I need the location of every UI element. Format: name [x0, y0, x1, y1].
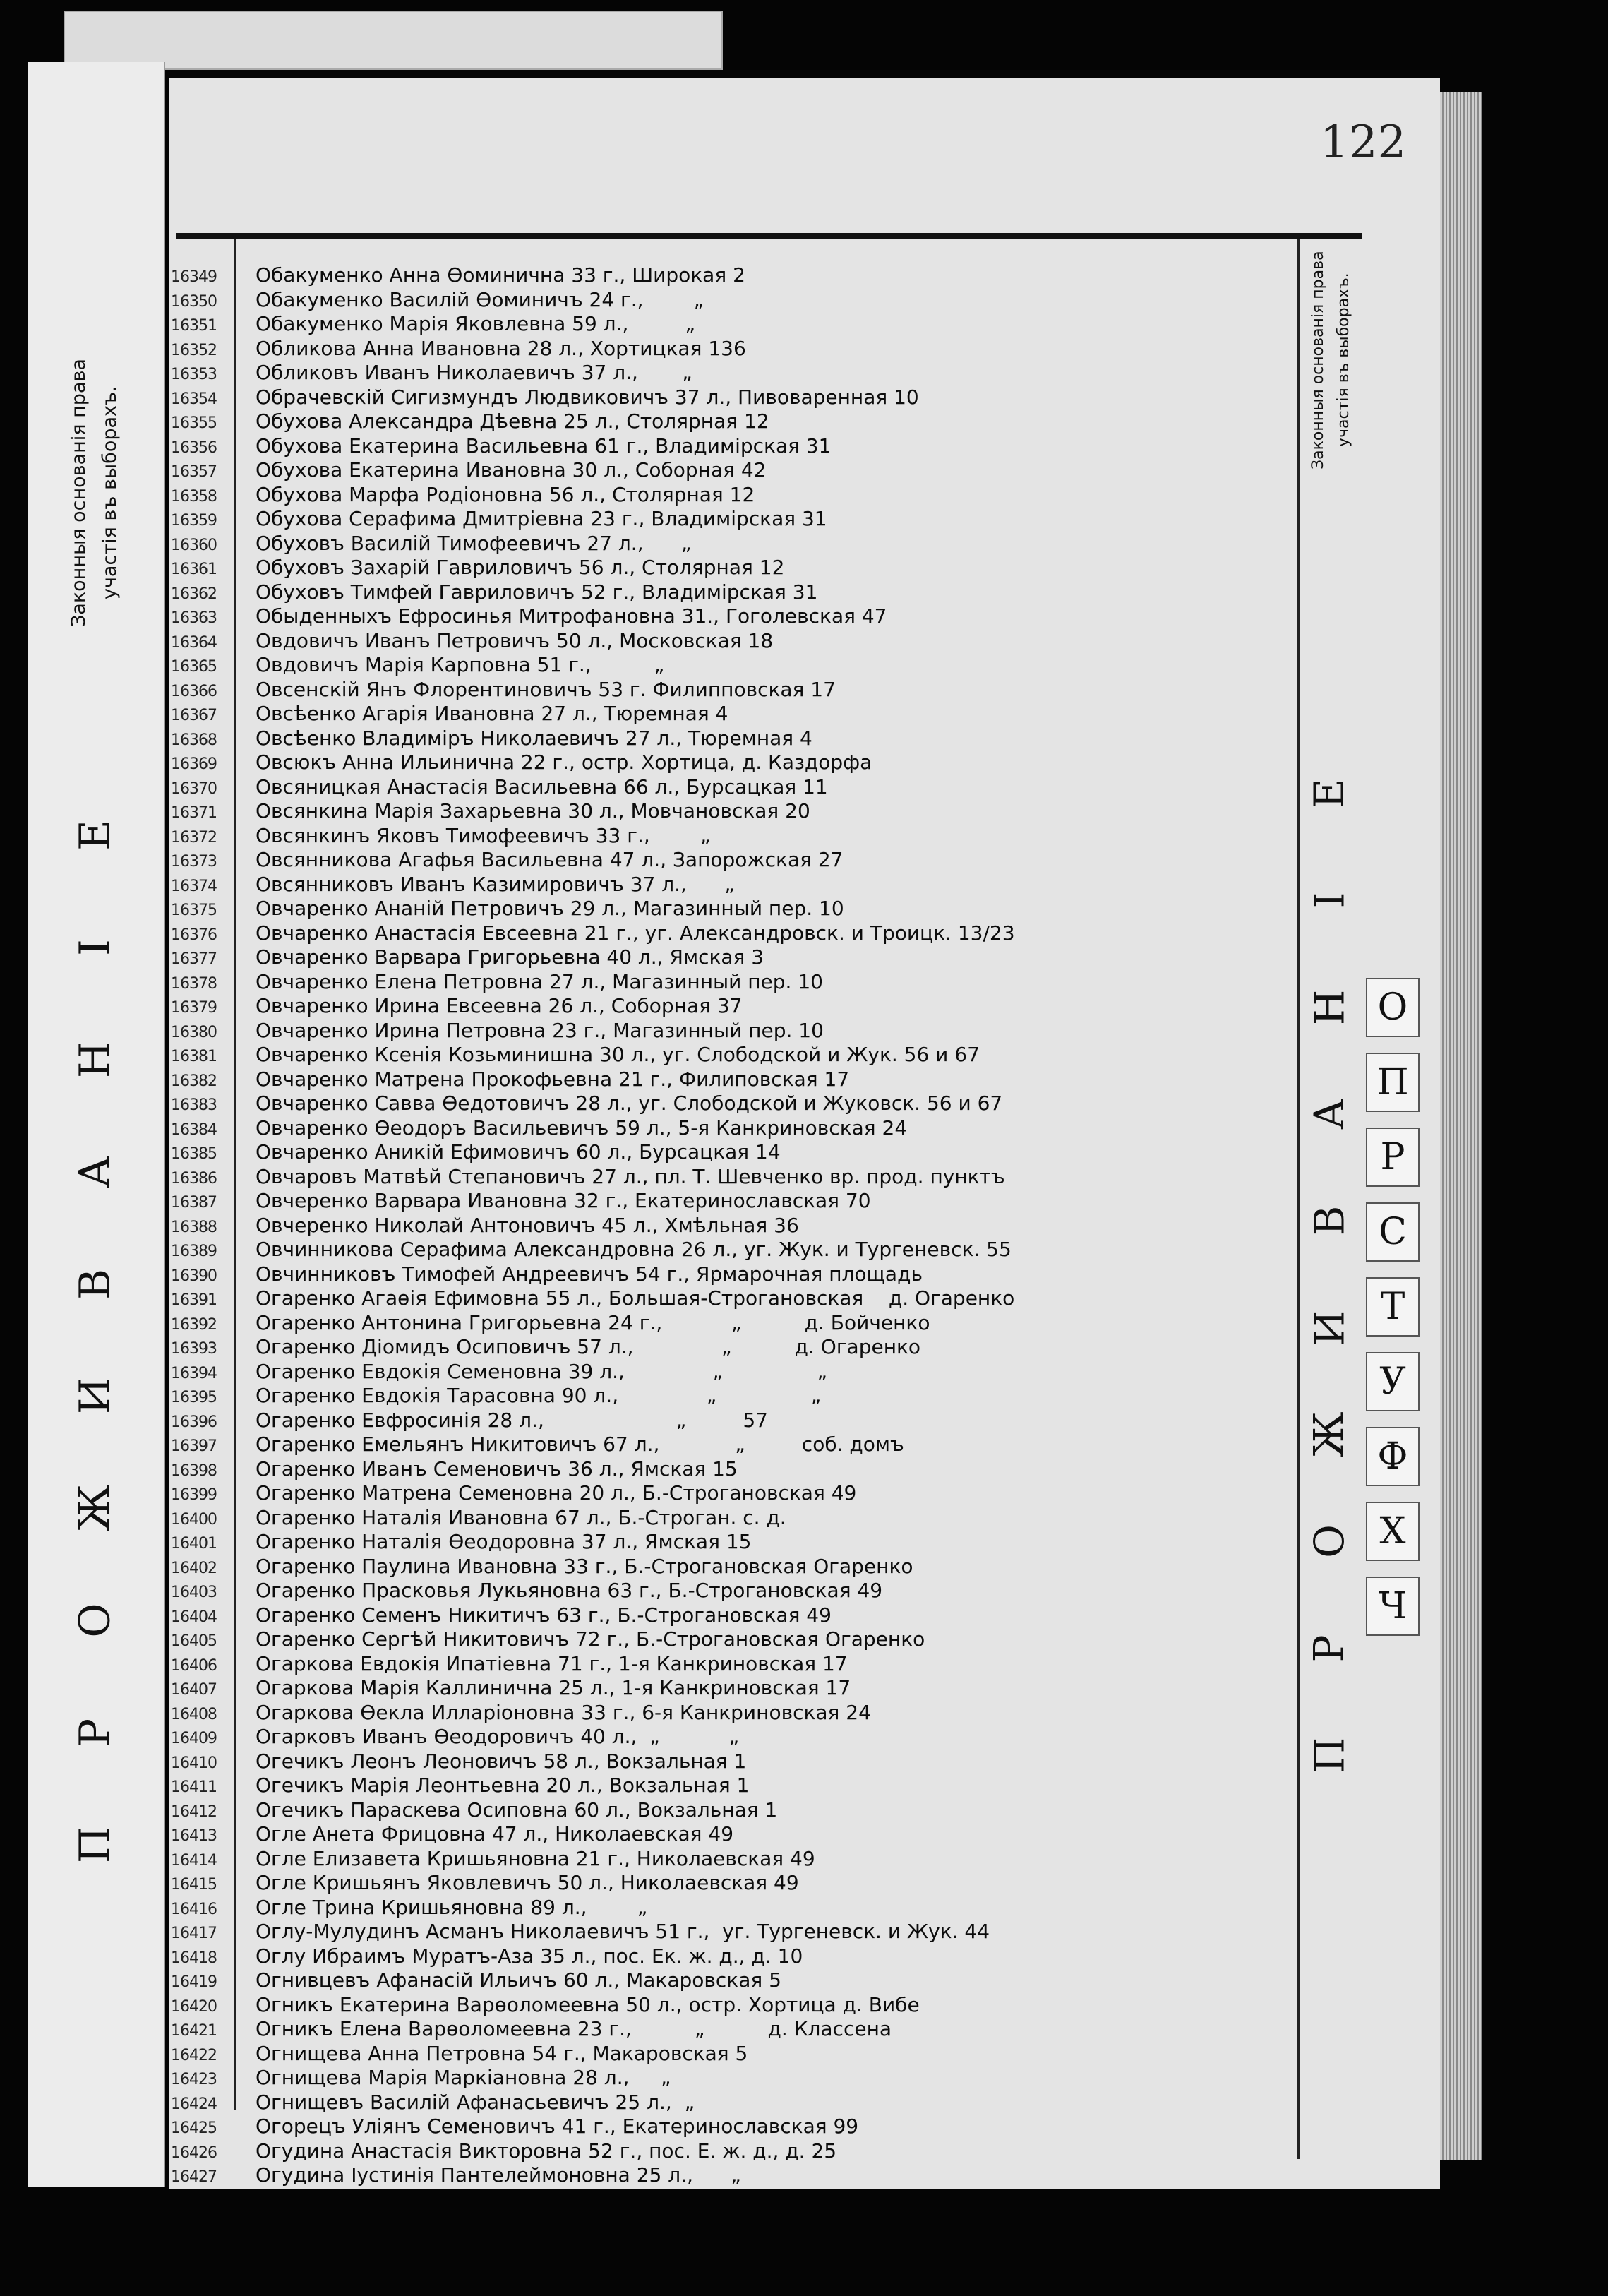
entry-row [171, 1993, 1286, 2018]
entry-row [171, 1262, 1286, 1287]
entry-text: Огаренко Паулина Ивановна 33 г., Б.-Строгановская Огаренко [256, 1554, 913, 1578]
entry-row [171, 507, 1286, 532]
entry-number: 16405 [171, 1632, 217, 1650]
entry-row [171, 994, 1286, 1019]
entry-number: 16392 [171, 1315, 217, 1334]
entry-text: Овсѣенко Владиміръ Николаевичъ 27 л., Тюремная 4 [256, 726, 812, 750]
entry-number: 16356 [171, 438, 217, 457]
entry-row [171, 775, 1286, 800]
entry-text: Огникъ Елена Варѳоломеевна 23 г., „ д. Классена [256, 2017, 892, 2040]
entry-number: 16407 [171, 1681, 217, 1699]
entry-row [171, 385, 1286, 410]
entry-number: 16411 [171, 1778, 217, 1796]
voter-entries [171, 263, 1286, 2188]
entry-text: Огаренко Наталія Ивановна 67 л., Б.-Строган. с. д. [256, 1505, 786, 1529]
folded-page-flap [64, 11, 723, 70]
entry-number: 16351 [171, 317, 217, 335]
entry-text: Обуховъ Василій Тимофеевичъ 27 л., „ [256, 531, 692, 555]
left-title-letter: П [70, 1826, 120, 1864]
entry-row [171, 1116, 1286, 1141]
entry-text: Овчаренко Савва Ѳедотовичъ 28 л., уг. Слободской и Жуковск. 56 и 67 [256, 1092, 1003, 1115]
entry-row [171, 556, 1286, 580]
entry-row [171, 1579, 1286, 1603]
entry-row [171, 702, 1286, 727]
entry-number: 16372 [171, 828, 217, 847]
entry-text: Оглу Ибраимъ Муратъ-Аза 35 л., пос. Ек. ж. д., д. 10 [256, 1944, 803, 1968]
entry-row [171, 580, 1286, 605]
entry-row [171, 921, 1286, 946]
entry-text: Огнищева Анна Петровна 54 г., Макаровская 5 [256, 2041, 748, 2065]
entry-number: 16383 [171, 1096, 217, 1114]
right-title-letter: В [1305, 1206, 1353, 1236]
entry-text: Овчаренко Анастасія Евсеевна 21 г., уг. Александровск. и Троицк. 13/23 [256, 921, 1015, 945]
right-title-letter: О [1305, 1524, 1353, 1559]
entry-number: 16359 [171, 512, 217, 530]
entry-text: Огечикъ Леонъ Леоновичъ 58 л., Вокзальная 1 [256, 1749, 747, 1773]
entry-number: 16398 [171, 1461, 217, 1480]
entry-number: 16393 [171, 1340, 217, 1358]
entry-number: 16390 [171, 1267, 217, 1285]
entry-number: 16354 [171, 390, 217, 408]
right-title-letter: И [1305, 1310, 1353, 1346]
entry-text: Обухова Екатерина Васильевна 61 г., Владимірская 31 [256, 434, 832, 458]
entry-number: 16373 [171, 853, 217, 871]
entry-text: Огнищевъ Василій Афанасьевичъ 25 л., „ [256, 2090, 695, 2114]
entry-number: 16353 [171, 366, 217, 383]
entry-row [171, 1798, 1286, 1823]
entry-text: Огаренко Наталія Ѳеодоровна 37 л., Ямская 15 [256, 1530, 752, 1553]
entry-number: 16403 [171, 1584, 217, 1601]
entry-text: Огаркова Ѳекла Илларіоновна 33 г., 6-я Канкриновская 24 [256, 1700, 871, 1724]
entry-text: Обакуменко Василій Ѳоминичъ 24 г., „ [256, 287, 704, 311]
entry-row [171, 970, 1286, 995]
entry-number: 16371 [171, 804, 217, 822]
entry-number: 16416 [171, 1900, 217, 1918]
entry-row [171, 727, 1286, 751]
entry-number: 16385 [171, 1145, 217, 1163]
entry-number: 16377 [171, 950, 217, 968]
entry-row [171, 1311, 1286, 1336]
entry-row [171, 1360, 1286, 1385]
entry-row [171, 1652, 1286, 1677]
entry-row [171, 1774, 1286, 1798]
left-title-letter: Р [71, 1718, 120, 1747]
entry-text: Овчеренко Варвара Ивановна 32 г., Екатеринославская 70 [256, 1189, 871, 1212]
entry-row [171, 1676, 1286, 1701]
entry-row [171, 2115, 1286, 2139]
right-title-letter: Н [1305, 989, 1353, 1025]
entry-text: Огаренко Прасковья Лукьяновна 63 г., Б.-Строгановская 49 [256, 1579, 883, 1602]
entry-text: Овсюкъ Анна Ильинична 22 г., остр. Хортица, д. Каздорфа [256, 751, 872, 774]
entry-row [171, 1019, 1286, 1044]
entry-text: Огудина Анастасія Викторовна 52 г., пос. Е. ж. д., д. 25 [256, 2139, 837, 2163]
entry-text: Огаренко Евфросинія 28 л., „ 57 [256, 1408, 768, 1432]
left-title-letter: Н [70, 1041, 120, 1078]
entry-row [171, 629, 1286, 654]
entry-row [171, 945, 1286, 970]
entry-row [171, 1725, 1286, 1750]
index-tab[interactable]: О [1366, 978, 1420, 1037]
entry-text: Огаркова Марія Каллинична 25 л., 1-я Канкриновская 17 [256, 1676, 851, 1699]
right-title-letter: Ж [1304, 1411, 1353, 1458]
entry-row [171, 1627, 1286, 1652]
entry-number: 16374 [171, 877, 217, 895]
entry-number: 16427 [171, 2168, 217, 2186]
entry-row [171, 1506, 1286, 1531]
entry-text: Обуховъ Захарій Гавриловичъ 56 л., Столярная 12 [256, 556, 785, 579]
entry-row [171, 1920, 1286, 1944]
entry-number: 16394 [171, 1364, 217, 1382]
entry-text: Обыденныхъ Ефросинья Митрофановна 31., Гоголевская 47 [256, 604, 887, 628]
entry-number: 16368 [171, 731, 217, 749]
entry-text: Овчаренко Варвара Григорьевна 40 л., Ямская 3 [256, 945, 764, 969]
entry-text: Овчаренко Аникій Ефимовичъ 60 л., Бурсацкая 14 [256, 1140, 781, 1164]
right-title-letter: Р [1305, 1634, 1353, 1663]
entry-text: Овсянкина Марія Захарьевна 30 л., Мовчановская 20 [256, 799, 810, 823]
entry-row [171, 1555, 1286, 1579]
entry-number: 16379 [171, 999, 217, 1017]
entry-number: 16426 [171, 2143, 217, 2162]
page-number: 122 [1320, 116, 1407, 169]
entry-number: 16418 [171, 1949, 217, 1967]
entry-number: 16360 [171, 536, 217, 554]
entry-row [171, 337, 1286, 361]
entry-number: 16370 [171, 779, 217, 798]
entry-row [171, 824, 1286, 849]
entry-number: 16382 [171, 1072, 217, 1090]
entry-row [171, 799, 1286, 824]
entry-number: 16365 [171, 658, 217, 676]
entry-row [171, 1140, 1286, 1165]
entry-text: Огаренко Антонина Григорьевна 24 г., „ д. Бойченко [256, 1310, 930, 1334]
entry-text: Обрачевскій Сигизмундъ Людвиковичъ 37 л., Пивоваренная 10 [256, 385, 919, 409]
left-folded-page [28, 62, 165, 2187]
entry-number: 16362 [171, 585, 217, 603]
entry-row [171, 2139, 1286, 2164]
entry-text: Овдовичъ Иванъ Петровичъ 50 л., Московская 18 [256, 628, 774, 652]
entry-number: 16366 [171, 682, 217, 700]
entry-text: Огарковъ Иванъ Ѳеодоровичъ 40 л., „ „ [256, 1725, 740, 1748]
entry-number: 16384 [171, 1120, 217, 1139]
entry-row [171, 1603, 1286, 1628]
entry-text: Огникъ Екатерина Варѳоломеевна 50 л., остр. Хортица д. Вибе [256, 1992, 920, 2016]
entry-row [171, 288, 1286, 313]
entry-text: Оглу-Мулудинъ Асманъ Николаевичъ 51 г., уг. Тургеневск. и Жук. 44 [256, 1920, 990, 1943]
right-title-letter: А [1305, 1099, 1353, 1130]
entry-number: 16412 [171, 1802, 217, 1821]
entry-text: Овчеренко Николай Антоновичъ 45 л., Хмѣльная 36 [256, 1213, 799, 1237]
entry-number: 16406 [171, 1656, 217, 1675]
entry-row [171, 897, 1286, 921]
alphabet-index-tabs [1366, 978, 1444, 1651]
entry-text: Огле Трина Кришьяновна 89 л., „ [256, 1895, 648, 1919]
entry-row [171, 1238, 1286, 1262]
entry-text: Огле Елизавета Кришьяновна 21 г., Николаевская 49 [256, 1846, 815, 1870]
entry-number: 16400 [171, 1510, 217, 1529]
index-tab[interactable]: Х [1366, 1502, 1420, 1561]
entry-text: Огле Анета Фрицовна 47 л., Николаевская 49 [256, 1822, 734, 1846]
entry-number: 16386 [171, 1169, 217, 1188]
entry-number: 16361 [171, 561, 217, 578]
entry-text: Обухова Марфа Родіоновна 56 л., Столярная 12 [256, 482, 755, 506]
entry-row [171, 848, 1286, 873]
top-rule [176, 233, 1362, 239]
entry-number: 16364 [171, 633, 217, 652]
left-title-letter: В [71, 1268, 120, 1300]
entry-row [171, 1068, 1286, 1092]
entry-text: Овчаровъ Матвѣй Степановичъ 27 л., пл. Т. Шевченко вр. прод. пунктъ [256, 1164, 1005, 1188]
entry-text: Овсянникова Агафья Васильевна 47 л., Запорожская 27 [256, 848, 844, 871]
right-title-letter: Е [1305, 778, 1353, 809]
entry-number: 16415 [171, 1876, 217, 1894]
entry-text: Огаренко Иванъ Семеновичъ 36 л., Ямская 15 [256, 1457, 738, 1481]
entry-text: Овчаренко Матрена Прокофьевна 21 г., Филиповская 17 [256, 1067, 850, 1091]
entry-text: Обуховъ Тимфей Гавриловичъ 52 г., Владимірская 31 [256, 580, 818, 604]
entry-number: 16419 [171, 1973, 217, 1991]
entry-text: Овчинникова Серафима Александровна 26 л., уг. Жук. и Тургеневск. 55 [256, 1238, 1012, 1261]
entry-number: 16420 [171, 1997, 217, 2016]
entry-row [171, 1750, 1286, 1774]
entry-row [171, 1214, 1286, 1238]
entry-number: 16401 [171, 1535, 217, 1553]
entry-text: Овчинниковъ Тимофей Андреевичъ 54 г., Ярмарочная площадь [256, 1262, 923, 1286]
entry-row [171, 2163, 1286, 2188]
entry-text: Огнивцевъ Афанасій Ильичъ 60 л., Макаровская 5 [256, 1968, 781, 1992]
right-title-letter: П [1305, 1737, 1353, 1774]
entry-number: 16349 [171, 268, 217, 286]
entry-text: Огнищева Марія Маркіановна 28 л., „ [256, 2066, 671, 2089]
right-column-header: Законныя основанія права участія въ выборахъ. [1309, 251, 1352, 470]
entry-text: Обухова Екатерина Ивановна 30 л., Соборная 42 [256, 458, 767, 482]
entry-row [171, 458, 1286, 483]
entry-number: 16425 [171, 2119, 217, 2137]
entry-text: Огечикъ Параскева Осиповна 60 л., Вокзальная 1 [256, 1798, 778, 1822]
entry-text: Овсянниковъ Иванъ Казимировичъ 37 л., „ [256, 872, 735, 896]
entry-row [171, 263, 1286, 288]
index-tab[interactable]: Т [1366, 1277, 1420, 1337]
entry-row [171, 678, 1286, 702]
entry-row [171, 873, 1286, 897]
entry-row [171, 604, 1286, 629]
entry-row [171, 1871, 1286, 1896]
entry-text: Огудина Іустинія Пантелеймоновна 25 л., „ [256, 2163, 741, 2187]
entry-row [171, 483, 1286, 508]
entry-text: Огаренко Евдокія Тарасовна 90 л., „ „ [256, 1384, 822, 1407]
entry-row [171, 1896, 1286, 1920]
entry-row [171, 751, 1286, 775]
entry-text: Овсянкинъ Яковъ Тимофеевичъ 33 г., „ [256, 823, 711, 847]
entry-number: 16395 [171, 1389, 217, 1406]
entry-row [171, 1457, 1286, 1482]
entry-number: 16378 [171, 974, 217, 993]
entry-text: Обликовъ Иванъ Николаевичъ 37 л., „ [256, 361, 692, 384]
index-tab[interactable]: Ф [1366, 1427, 1420, 1486]
page-edges [1440, 92, 1482, 2160]
entry-row [171, 1968, 1286, 1993]
entry-text: Обакуменко Анна Ѳоминична 33 г., Широкая 2 [256, 263, 745, 287]
left-column-header: Законныя основанія права участія въ выборахъ. [68, 359, 121, 627]
entry-row [171, 1530, 1286, 1555]
entry-row [171, 1433, 1286, 1457]
entry-text: Овчаренко Елена Петровна 27 л., Магазинный пер. 10 [256, 969, 823, 993]
entry-text: Обухова Серафима Дмитріевна 23 г., Владимірская 31 [256, 507, 827, 530]
index-tab[interactable]: С [1366, 1202, 1420, 1262]
entry-text: Огаренко Емельянъ Никитовичъ 67 л., „ соб. домъ [256, 1433, 904, 1456]
entry-row [171, 2017, 1286, 2042]
left-title-letter: І [70, 939, 120, 956]
entry-row [171, 1092, 1286, 1116]
entry-number: 16397 [171, 1437, 217, 1455]
entry-text: Огорецъ Уліянъ Семеновичъ 41 г., Екатеринославская 99 [256, 2115, 859, 2138]
entry-number: 16402 [171, 1559, 217, 1577]
entry-text: Овдовичъ Марія Карповна 51 г., „ [256, 653, 665, 676]
left-title-letter: А [70, 1155, 120, 1188]
entry-number: 16381 [171, 1048, 217, 1065]
entry-row [171, 1286, 1286, 1311]
entry-text: Овсяницкая Анастасія Васильевна 66 л., Бурсацкая 11 [256, 775, 828, 799]
left-title-letter: О [70, 1603, 120, 1638]
entry-number: 16355 [171, 414, 217, 432]
entry-row [171, 361, 1286, 385]
entry-row [171, 2066, 1286, 2091]
entry-row [171, 1822, 1286, 1847]
entry-text: Огаркова Евдокія Ипатіевна 71 г., 1-я Канкриновская 17 [256, 1651, 848, 1675]
entry-text: Огаренко Сергѣй Никитовичъ 72 г., Б.-Строгановская Огаренко [256, 1627, 925, 1651]
left-title-letter: Е [71, 820, 120, 851]
entry-number: 16399 [171, 1486, 217, 1504]
entry-number: 16389 [171, 1243, 217, 1260]
entry-text: Овчаренко Ксенія Козьминишна 30 л., уг. Слободской и Жук. 56 и 67 [256, 1043, 980, 1066]
entry-number: 16380 [171, 1023, 217, 1041]
right-section-title [1297, 770, 1361, 1779]
entry-number: 16424 [171, 2095, 217, 2113]
entry-text: Обухова Александра Дѣевна 25 л., Столярная 12 [256, 409, 769, 433]
entry-number: 16422 [171, 2046, 217, 2064]
right-title-letter: І [1304, 892, 1353, 909]
left-title-letter: И [70, 1377, 120, 1415]
entry-text: Овчаренко Ѳеодоръ Васильевичъ 59 л., 5-я Канкриновская 24 [256, 1116, 908, 1140]
entry-row [171, 1043, 1286, 1068]
entry-row [171, 1384, 1286, 1409]
entry-number: 16404 [171, 1608, 217, 1626]
entry-number: 16423 [171, 2071, 217, 2088]
index-tab[interactable]: У [1366, 1352, 1420, 1411]
entry-text: Огле Кришьянъ Яковлевичъ 50 л., Николаевская 49 [256, 1871, 799, 1894]
entry-number: 16421 [171, 2022, 217, 2040]
entry-row [171, 653, 1286, 678]
entry-text: Овсѣенко Агарія Ивановна 27 л., Тюремная 4 [256, 702, 728, 725]
entry-number: 16408 [171, 1705, 217, 1723]
entry-number: 16414 [171, 1851, 217, 1870]
left-section-title [42, 811, 148, 1870]
entry-number: 16357 [171, 463, 217, 481]
entry-number: 16396 [171, 1413, 217, 1431]
index-tab[interactable]: П [1366, 1053, 1420, 1112]
entry-number: 16375 [171, 902, 217, 919]
entry-text: Огаренко Семенъ Никитичъ 63 г., Б.-Строгановская 49 [256, 1603, 832, 1627]
entry-number: 16410 [171, 1754, 217, 1772]
entry-text: Огаренко Евдокія Семеновна 39 л., „ „ [256, 1359, 828, 1383]
entry-text: Обликова Анна Ивановна 28 л., Хортицкая 136 [256, 336, 746, 360]
left-title-letter: Ж [70, 1484, 120, 1532]
entry-row [171, 1165, 1286, 1190]
entry-text: Овчаренко Ирина Петровна 23 г., Магазинный пер. 10 [256, 1018, 824, 1042]
entry-text: Овсенскій Янъ Флорентиновичъ 53 г. Филипповская 17 [256, 677, 836, 701]
entry-number: 16388 [171, 1218, 217, 1236]
index-tab[interactable]: Ч [1366, 1577, 1420, 1636]
entry-row [171, 434, 1286, 459]
entry-row [171, 532, 1286, 556]
entry-number: 16350 [171, 292, 217, 311]
entry-row [171, 1189, 1286, 1214]
entry-text: Огаренко Діомидъ Осиповичъ 57 л., „ д. Огаренко [256, 1335, 921, 1358]
entry-number: 16352 [171, 341, 217, 359]
entry-row [171, 1481, 1286, 1506]
entry-row [171, 2042, 1286, 2067]
entry-text: Обакуменко Марія Яковлевна 59 л., „ [256, 312, 695, 335]
entry-row [171, 312, 1286, 337]
entry-text: Огечикъ Марія Леонтьевна 20 л., Вокзальная 1 [256, 1774, 750, 1797]
entry-row [171, 2091, 1286, 2115]
entry-text: Огаренко Агаѳія Ефимовна 55 л., Большая-Строгановская д. Огаренко [256, 1286, 1015, 1310]
entry-text: Овчаренко Ананій Петровичъ 29 л., Магазинный пер. 10 [256, 897, 844, 920]
entry-number: 16367 [171, 707, 217, 724]
entry-row [171, 1409, 1286, 1433]
entry-number: 16387 [171, 1194, 217, 1212]
entry-number: 16417 [171, 1925, 217, 1942]
entry-row [171, 409, 1286, 434]
entry-row [171, 1847, 1286, 1872]
entry-number: 16376 [171, 926, 217, 944]
entry-row [171, 1944, 1286, 1969]
entry-number: 16363 [171, 609, 217, 627]
entry-number: 16391 [171, 1291, 217, 1309]
entry-number: 16369 [171, 755, 217, 773]
entry-row [171, 1701, 1286, 1726]
entry-number: 16409 [171, 1730, 217, 1747]
entry-number: 16413 [171, 1827, 217, 1845]
entry-text: Огаренко Матрена Семеновна 20 л., Б.-Строгановская 49 [256, 1481, 857, 1505]
index-tab[interactable]: Р [1366, 1128, 1420, 1187]
entry-number: 16358 [171, 487, 217, 506]
entry-text: Овчаренко Ирина Евсеевна 26 л., Соборная 37 [256, 994, 743, 1017]
entry-row [171, 1335, 1286, 1360]
